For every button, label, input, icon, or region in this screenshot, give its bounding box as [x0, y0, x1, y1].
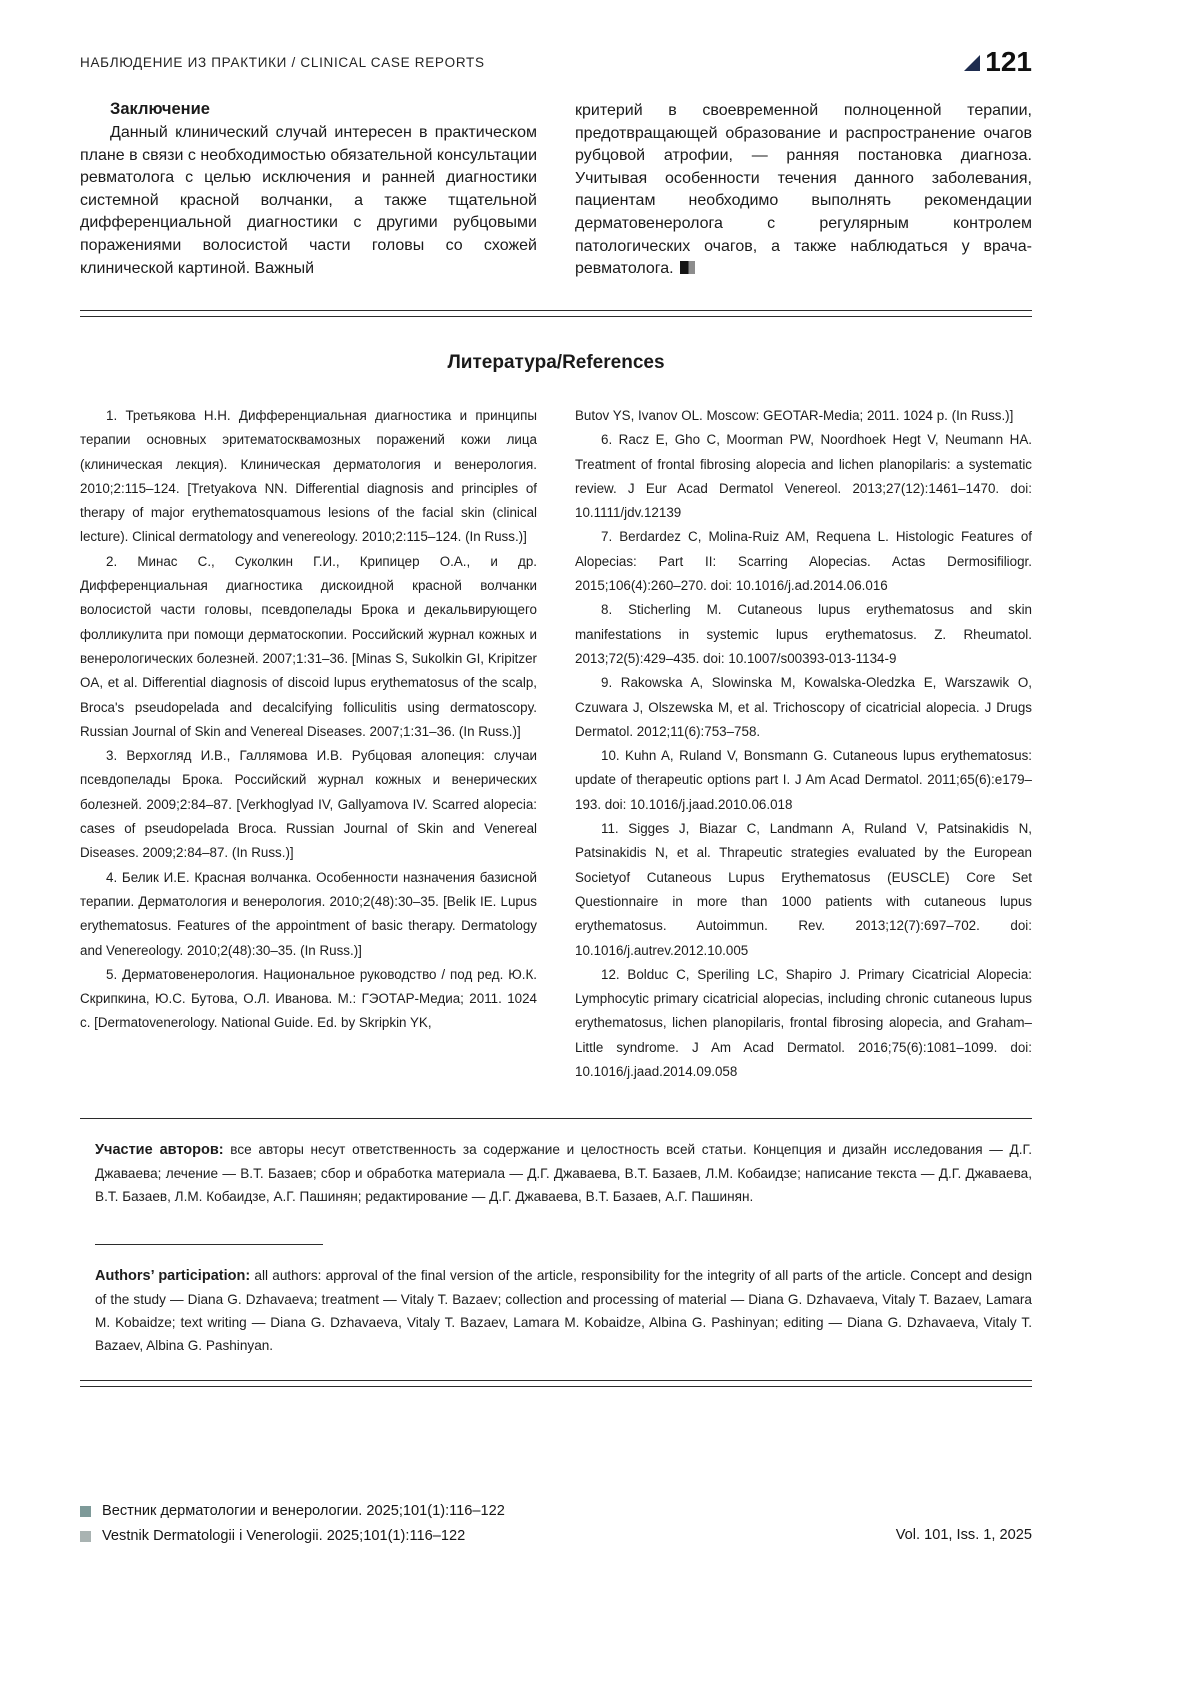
- references-left-column: [80, 404, 537, 1084]
- divider-line: [80, 310, 1032, 311]
- reference-item: 6. Racz E, Gho C, Moorman PW, Noordhoek Hegt V, Neumann HA. Treatment of frontal fibrosing alopecia and lichen planopilaris: a systematic review. J Eur Acad Dermatol Venereol. 2013;27(12):1461–1470. doi: 10.1111/jdv.12139: [575, 432, 1032, 521]
- footer-citation-ru: [80, 1503, 505, 1519]
- divider-line: [80, 1386, 1032, 1387]
- conclusion-right-column: [575, 100, 1032, 281]
- references-section: [80, 404, 1032, 1084]
- reference-item: 3. Верхогляд И.В., Галлямова И.В. Рубцовая алопеция: случаи псевдопелады Брока. Российский журнал кожных и венерических болезней. 2009;2:84–87. [Verkhoglyad IV, Gallyamova IV. Scarred alopecia: cases of pseudopelada Broca. Russian Journal of Skin and Venereal Diseases. 2009;2:84–87. (In Russ.)]: [80, 748, 537, 861]
- divider-line: [80, 1380, 1032, 1381]
- reference-item: 8. Sticherling M. Cutaneous lupus erythematosus and skin manifestations in systemic lupus erythematosus. Z. Rheumatol. 2013;72(5):429–435. doi: 10.1007/s00393-013-1134-9: [575, 602, 1032, 666]
- footer-square-icon: [80, 1506, 91, 1517]
- participation-en-text: all authors: approval of the final version of the article, responsibility for the integrity of all parts of the article. Concept and design of the study — Diana G. Dzhavaeva; treatment — Vitaly T. Bazaev; collection and processing of material — Diana G. Dzhavaeva, Vitaly T. Bazaev, Lamara M. Kobaidze; text writing — Diana G. Dzhavaeva, Vitaly T. Bazaev, Lamara M. Kobaidze, Albina G. Pashinyan; editing — Diana G. Dzhavaeva, Vitaly T. Bazaev, Albina G. Pashinyan.: [95, 1268, 1033, 1353]
- reference-item: 11. Sigges J, Biazar C, Landmann A, Ruland V, Patsinakidis N, Patsinakidis N, et al. Thrapeutic strategies evaluated by the European Societyof Cutaneous Lupus Erythematosus (EUSCLE) Core Set Questionnaire in more than 1000 patients with cutaneous lupus erythematosus. Autoimmun. Rev. 2013;12(7):697–702. doi: 10.1016/j.autrev.2012.10.005: [575, 821, 1032, 958]
- conclusion-paragraph-right: [575, 100, 1032, 281]
- page-footer: [80, 1494, 1032, 1544]
- footer-divider-double: [80, 1380, 1032, 1387]
- divider-line: [80, 316, 1032, 317]
- conclusion-right-text: критерий в своевременной полноценной терапии, предотвращающей образование и распространение очагов рубцовой атрофии, — ранняя постановка диагноза. Учитывая особенности течения данного заболевания, пациентам необходимо выполнять рекомендации дерматовенеролога с регулярным контролем патологических очагов, а также наблюдаться у врача-ревматолога.: [575, 102, 1032, 278]
- participation-en-paragraph: [95, 1264, 1032, 1357]
- references-right-column: [575, 404, 1032, 1084]
- journal-corner-triangle-icon: [964, 55, 980, 71]
- reference-item: 4. Белик И.Е. Красная волчанка. Особенности назначения базисной терапии. Дерматология и венерология. 2010;2(48):30–35. [Belik IE. Lupus erythematosus. Features of the appointment of basic therapy. Dermatology and Venereology. 2010;2(48):30–35. (In Russ.)]: [80, 869, 537, 958]
- reference-item: Butov YS, Ivanov OL. Moscow: GEOTAR-Media; 2011. 1024 p. (In Russ.)]: [575, 408, 1014, 423]
- conclusion-heading: Заключение: [110, 100, 210, 118]
- volume-issue-label: Vol. 101, Iss. 1, 2025: [895, 1527, 1032, 1543]
- participation-ru-paragraph: [95, 1138, 1032, 1208]
- page-number-group: [964, 48, 1032, 76]
- footer-citation-en: [80, 1528, 505, 1544]
- participation-ru-label: Участие авторов:: [95, 1142, 224, 1158]
- participation-short-divider: [95, 1244, 323, 1245]
- reference-item: 9. Rakowska A, Slowinska M, Kowalska-Oledzka E, Warszawik O, Czuwara J, Olszewska M, et al. Trichoscopy of cicatricial alopecia. J Drugs Dermatol. 2012;11(6):753–758.: [575, 675, 1032, 739]
- participation-ru-text: все авторы несут ответственность за содержание и целостность всей статьи. Концепция и дизайн исследования — Д.Г. Джаваева; лечение — В.Т. Базаев; сбор и обработка материала — Д.Г. Джаваева, В.Т. Базаев, Л.М. Кобаидзе; написание текста — Д.Г. Джаваева, В.Т. Базаев, Л.М. Кобаидзе, А.Г. Пашинян; редактирование — Д.Г. Джаваева, В.Т. Базаев, А.Г. Пашинян.: [95, 1142, 1033, 1204]
- page-number: 121: [985, 46, 1032, 77]
- footer-square-icon: [80, 1531, 91, 1542]
- reference-item: 10. Kuhn A, Ruland V, Bonsmann G. Cutaneous lupus erythematosus: update of therapeutic options part I. J Am Acad Dermatol. 2011;65(6):e179–193. doi: 10.1016/j.jaad.2010.06.018: [575, 748, 1032, 812]
- authors-participation-ru: [95, 1138, 1032, 1208]
- end-of-article-mark-icon: [680, 261, 695, 274]
- section-divider-double: [80, 310, 1032, 317]
- conclusion-section: [80, 100, 1032, 281]
- footer-citation-en-text: Vestnik Dermatologii i Venerologii. 2025;101(1):116–122: [102, 1528, 466, 1544]
- running-title: НАБЛЮДЕНИЕ ИЗ ПРАКТИКИ / CLINICAL CASE REPORTS: [80, 55, 485, 70]
- reference-item: 5. Дерматовенерология. Национальное руководство / под ред. Ю.К. Скрипкина, Ю.С. Бутова, О.Л. Иванова. М.: ГЭОТАР-Медиа; 2011. 1024 с. [Dermatovenerology. National Guide. Ed. by Skripkin YK,: [80, 966, 537, 1031]
- authors-participation-en: [95, 1264, 1032, 1357]
- page-header: [80, 48, 1032, 76]
- participation-divider: [80, 1118, 1032, 1119]
- participation-en-label: Authors’ participation:: [95, 1268, 251, 1284]
- reference-item: 1. Третьякова Н.Н. Дифференциальная диагностика и принципы терапии основных эритематосквамозных поражений кожи лица (клиническая лекция). Клиническая дерматология и венерология. 2010;2:115–124. [Tretyakova NN. Differential diagnosis and principles of therapy of major erythematosquamous lesions of the facial skin (clinical lecture). Clinical dermatology and venereology. 2010;2:115–124. (In Russ.)]: [80, 408, 537, 545]
- reference-item: 7. Berdardez C, Molina-Ruiz AM, Requena L. Histologic Features of Alopecias: Part II: Scarring Alopecias. Actas Dermosifiliogr. 2015;106(4):260–270. doi: 10.1016/j.ad.2014.06.016: [575, 529, 1032, 594]
- reference-item: 12. Bolduc C, Speriling LC, Shapiro J. Primary Cicatricial Alopecia: Lymphocytic primary cicatricial alopecias, including chronic cutaneous lupus erythematosus, lichen planopilaris, frontal fibrosing alopecia, and Graham–Little syndrome. J Am Acad Dermatol. 2016;75(6):1081–1099. doi: 10.1016/j.jaad.2014.09.058: [575, 966, 1032, 1080]
- references-heading: Литература/References: [447, 352, 665, 373]
- reference-item: 2. Минас С., Суколкин Г.И., Крипицер О.А., и др. Дифференциальная диагностика дискоидной красной волчанки волосистой части головы, псевдопелады Брока и декальвирующего фолликулита при помощи дерматоскопии. Российский журнал кожных и венерологических болезней. 2007;1:31–36. [Minas S, Sukolkin GI, Kripitzer OA, et al. Differential diagnosis of discoid lupus erythematosus of the scalp, Broca's pseudopelada and decalcifying folliculitis using dermatoscopy. Russian Journal of Skin and Venereal Diseases. 2007;1:31–36. (In Russ.)]: [80, 553, 537, 739]
- footer-citation-ru-text: Вестник дерматологии и венерологии. 2025;101(1):116–122: [102, 1503, 505, 1519]
- conclusion-paragraph-left: Данный клинический случай интересен в практическом плане в связи с необходимостью обязательной консультации ревматолога с целью исключения и ранней диагностики системной красной волчанки, а также тщательной дифференциальной диагностики с другими рубцовыми поражениями волосистой части головы со схожей клинической картиной. Важный: [80, 124, 537, 277]
- footer-citations: [80, 1494, 505, 1544]
- conclusion-left-column: [80, 100, 537, 281]
